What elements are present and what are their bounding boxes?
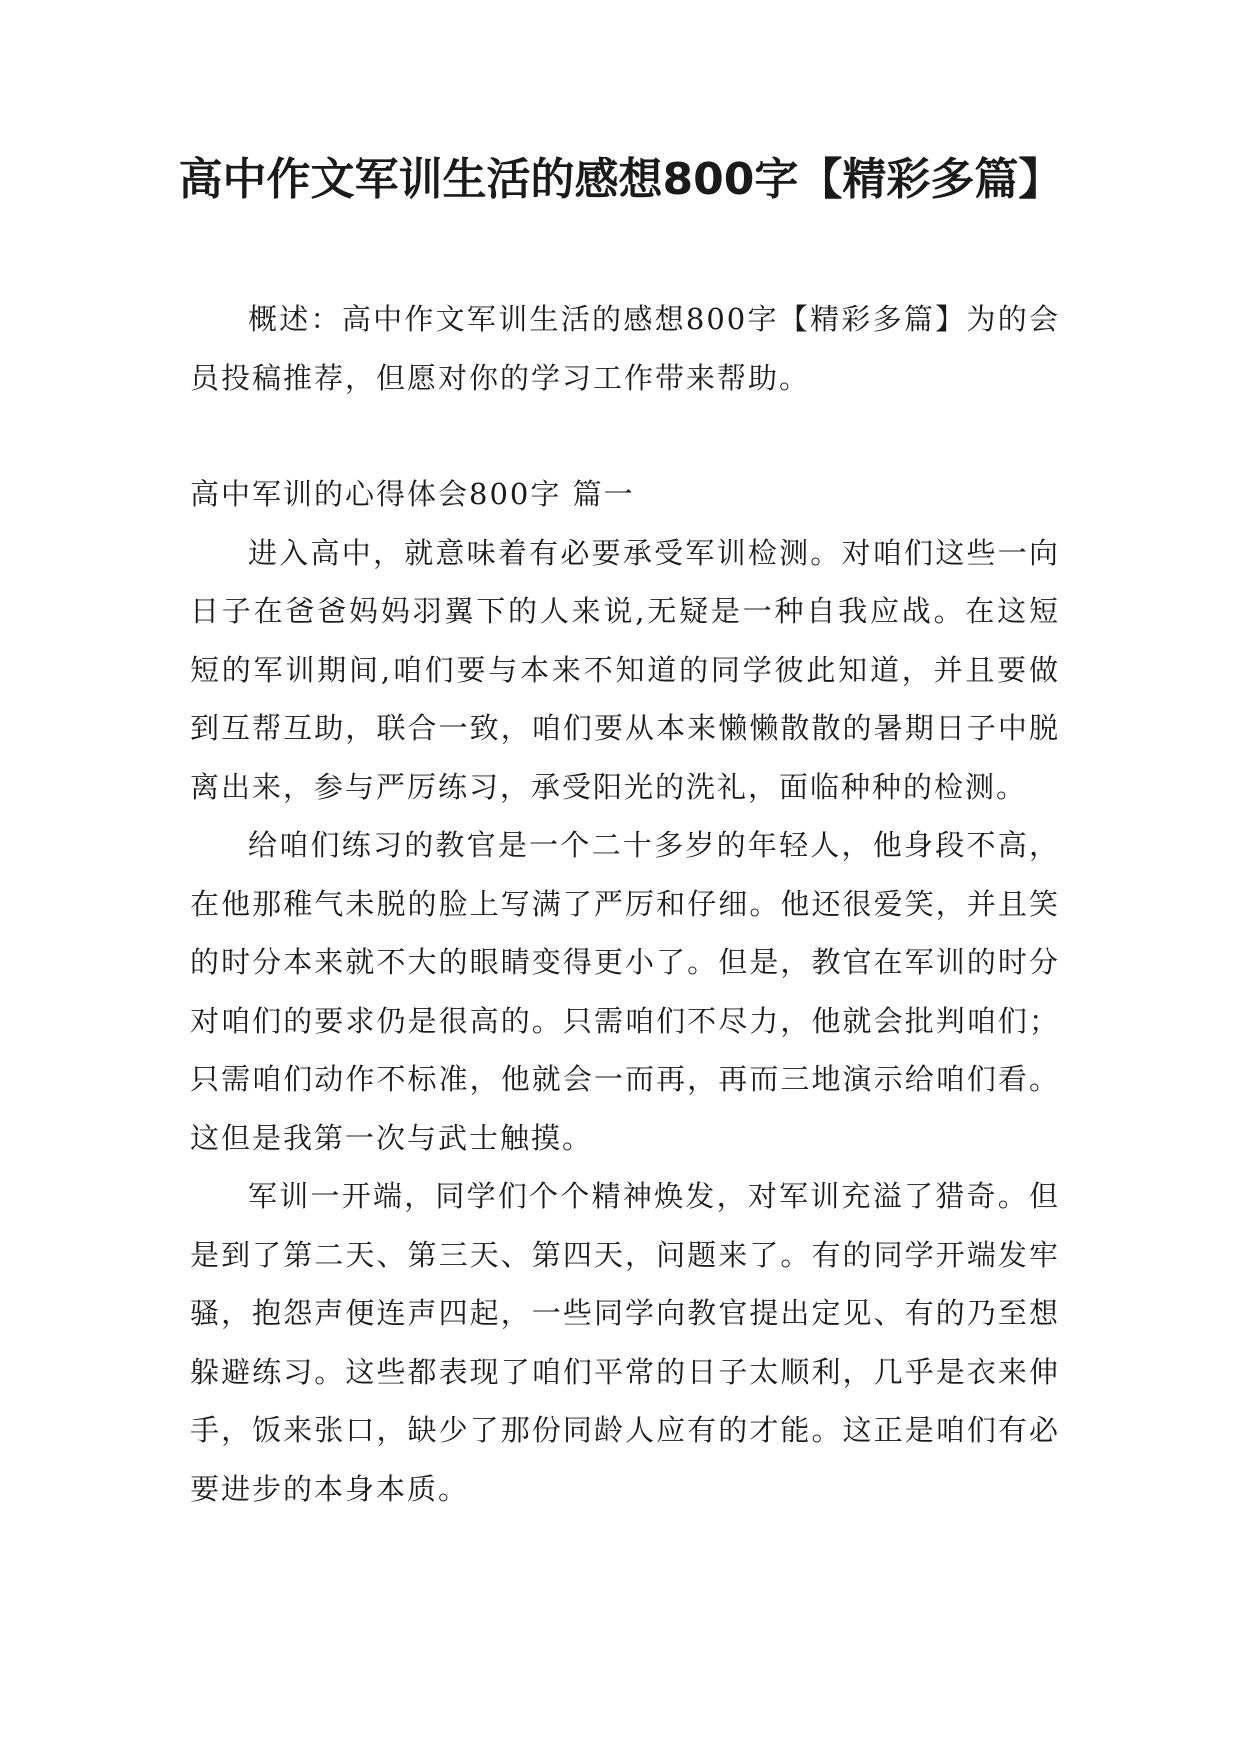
section-heading: 高中军训的心得体会800字 篇一: [190, 477, 635, 511]
body-paragraph: 进入高中，就意味着有必要承受军训检测。对咱们这些一向日子在爸爸妈妈羽翼下的人来说,无疑是一种自我应战。在这短短的军训期间,咱们要与本来不知道的同学彼此知道，并且要做到互帮互助，联合一致，咱们要从本来懒懒散散的暑期日子中脱离出来，参与严厉练习，承受阳光的洗礼，面临种种的检测。: [190, 535, 1060, 804]
summary-paragraph: 概述：高中作文军训生活的感想800字【精彩多篇】为的会员投稿推荐，但愿对你的学习工作带来帮助。: [190, 302, 1060, 395]
body-paragraph: 军训一开端，同学们个个精神焕发，对军训充溢了猎奇。但是到了第二天、第三天、第四天，问题来了。有的同学开端发牢骚，抱怨声便连声四起，一些同学向教官提出定见、有的乃至想躲避练习。这些都表现了咱们平常的日子太顺利，几乎是衣来伸手，饭来张口，缺少了那份同龄人应有的才能。这正是咱们有必要进步的本身本质。: [190, 1179, 1060, 1506]
page-title: 高中作文军训生活的感想800字【精彩多篇】: [178, 154, 1063, 205]
body-paragraph: 给咱们练习的教官是一个二十多岁的年轻人，他身段不高，在他那稚气未脱的脸上写满了严厉和仔细。他还很爱笑，并且笑的时分本来就不大的眼睛变得更小了。但是，教官在军训的时分对咱们的要求仍是很高的。只需咱们不尽力，他就会批判咱们；只需咱们动作不标准，他就会一而再，再而三地演示给咱们看。这但是我第一次与武士触摸。: [190, 828, 1060, 1155]
document-body: [190, 290, 1060, 1518]
